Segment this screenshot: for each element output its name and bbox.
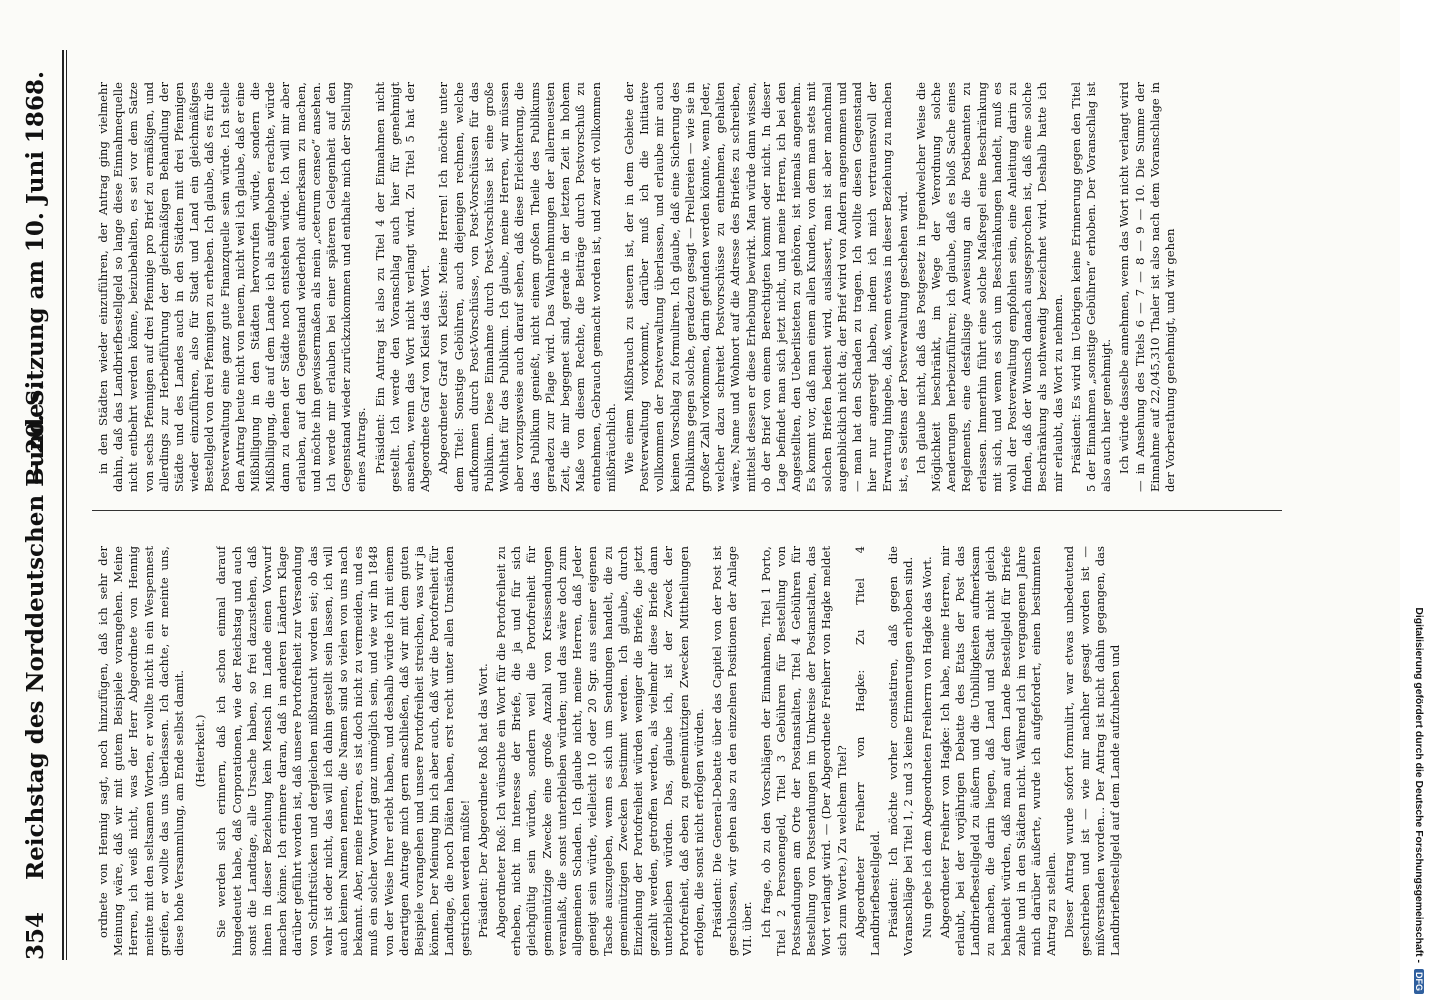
paragraph: in den Städten wieder einzuführen, der Antrag ging vielmehr dahin, daß das Landbriefbestellgeld so lange diese Einnahmequelle nicht entbehrt werden könne, beizubehalten, es sei vor dem Satze von sechs Pfennigen auf drei Pfennige pro Brief zu ermäßigen, und allerdings zur Herbeiführung der gleichmäßigen Behandlung der Städte und des Landes auch in den Städten mit drei Pfennigen wieder einzuführen, also für Stadt und Land ein gleichmäßiges Bestellgeld von drei Pfennigen zu erheben. Ich glaube, daß es für die Postverwaltung eine ganz gute Finanzquelle sein würde. Ich stelle den Antrag heute nicht von neuem, nicht weil ich glaube, daß er eine Mißbilligung in den Städten hervorrufen würde, sondern die Mißbilligung, die auf dem Lande ich als aufgehoben erachte, würde dann zu denen der Städte noch entstehen würde. Ich will mir aber erlauben, auf den Gegenstand wiederholt aufmerksam zu machen, und möchte ihn gewissermaßen als mein „ceterum censeo“ ansehen. Ich werde mir erlauben bei einer späteren Gelegenheit auf den Gegenstand wieder zurückzukommen und enthalte mich der Stellung eines Antrags. — [96, 82, 369, 492]
header-rule-thin — [66, 50, 67, 960]
digitization-credit — [1408, 6, 1424, 994]
column-divider — [92, 510, 1282, 511]
dfg-logo-badge: DFG — [1414, 969, 1424, 994]
paragraph: Abgeordneter Freiherr von Hagke: Zu Titel 4 Landbriefbestellgeld. — [852, 546, 882, 956]
paragraph: Ich würde dasselbe annehmen, wenn das Wort nicht verlangt wird — in Ansehung des Titels 6 — 7 — 8 — 9 — 10. Die Summe der Einnahme auf 22,045,310 Thaler ist also nach dem Voranschlage in der Vorberathung genehmigt, und wir gehen — [1117, 82, 1178, 492]
text-column-left — [96, 546, 1276, 956]
paragraph: Abgeordneter Roß: Ich wünschte ein Wort für die Portofreiheit zu erheben, nicht im Interesse der Briefe, die ja und für sich gleichgültig sein würden, sondern weil die Portofreiheit für gemeinnützige Zwecke eine große Anzahl von Kreissendungen veranlaßt, die sonst unterbleiben würden; und das wäre doch zum allgemeinen Schaden. Ich glaube nicht, meine Herren, daß Jeder geneigt sein würde, vielleicht 10 oder 20 Sgr. aus seiner eigenen Tasche auszugeben, wenn es sich um Sendungen handelt, die zu gemeinnützigen Zwecken bestimmt werden. Ich glaube, durch Einziehung der Portofreiheit würden weniger die Briefe, die jetzt gezahlt werden, getroffen werden, als vielmehr diese Briefe dann unterbleiben würden. Das, glaube ich, ist der Zweck der Portofreiheit, daß eben zu gemeinnützigen Zwecken Mittheilungen erfolgen, die sonst nicht erfolgen würden. — [494, 546, 706, 956]
paragraph: Präsident: Ich möchte vorher constatiren, daß gegen die Voranschläge bei Titel 1, 2 und 3 keine Erinnerungen erhoben sind. — [886, 546, 916, 956]
paragraph: Abgeordneter Graf von Kleist: Meine Herren! Ich möchte unter dem Titel: Sonstige Gebühren, auch diejenigen rechnen, welche aufkommen durch Post-Vorschüsse, von Post-Vorschüssen für das Publikum. Diese Einnahme durch Post-Vorschüsse ist eine große Wohlthat für das Publikum. Ich glaube, meine Herren, wir müssen aber vorzugsweise auch darauf sehen, daß diese Erleichterung, die das Publikum genießt, nicht einem großen Theile des Publikums geradezu zur Plage wird. Das Wahrnehmungen der allerneuesten Zeit, die mir begegnet sind, gerade in der letzten Zeit in hohem Maße von diesem Rechte, die Beiträge durch Postvorschuß zu entnehmen, Gebrauch gemacht worden ist, und zwar oft vollkommen mißbräuchlich. — [436, 82, 618, 492]
paragraph: Präsident: Der Abgeordnete Roß hat das Wort. — [475, 663, 490, 938]
header-title-left: Reichstag des Norddeutschen Bundes. — [22, 382, 49, 880]
paragraph: Abgeordneter Freiherr von Hagke: Ich habe, meine Herren, mir erlaubt, bei der vorjährigen Debatte des Etats der Post das Landbriefbestellgeld zu äußern und die Unbilligkeiten aufmerksam zu machen, die darin liegen, daß Land und Stadt nicht gleich behandelt würden, daß man auf dem Lande Bestellgeld für Briefe zahle und in den Städten nicht. Während ich im vergangenen Jahre mich darüber äußerte, wurde ich aufgefordert, einen bestimmten Antrag zu stellen. — [937, 546, 1059, 956]
paragraph: Sie werden sich erinnern, daß ich schon einmal darauf hingedeutet habe, daß Corporationen, wie der Reichstag und auch sonst die Landtage, alle Ursache haben, so frei dazustehen, daß ihnen in dieser Beziehung kein Mensch im Lande einen Vorwurf machen könne. Ich erinnere daran, daß in anderen Ländern Klage darüber geführt worden ist, daß unsere Portofreiheit zur Versendung von Schriftstücken und dergleichen mißbraucht worden sei; ob das wahr ist oder nicht, das will ich dahin gestellt sein lassen, ich will auch keinen Namen nennen, die Namen sind so vielen von uns nach bekannt. Aber, meine Herren, es ist doch nicht zu vermeiden, und es muß ein solcher Vorwurf ganz unmöglich sein, und wie wir ihn 1848 von der Weise Ihrer erlebt haben, und deshalb würde ich mit einem derartigen Antrage mich gern anschließen, daß wir mit dem guten Beispiele vorangehen und unsere Portofreiheit streichen, was wir ja können. Der Meinung bin ich aber auch, daß wir die Portofreiheit für Landtage, die noch Diäten haben, erst recht unter allen Umständen gestrichen werden müßte! — [214, 546, 472, 956]
paragraph: Ich frage, ob zu den Vorschlägen der Einnahmen, Titel 1 Porto, Titel 2 Personengeld, Titel 3 Gebühren für Bestellung von Postsendungen am Orte der Postanstalten, Titel 4 Gebühren für Bestellung von Postsendungen im Umkreise der Postanstalten, das Wort verlangt wird. — (Der Abgeordnete Freiherr von Hagke meldet sich zum Worte.) Zu welchem Titel? — [758, 546, 849, 956]
header-title-right: — 20. Sitzung am 10. Juni 1868. — [22, 71, 49, 485]
paragraph: Präsident: Es wird im Uebrigen keine Erinnerung gegen den Titel 5 der Einnahmen „sonstige Gebühren“ erhoben. Der Voranschlag ist also auch hier genehmigt. — [1068, 82, 1114, 492]
paragraph: Nun gebe ich dem Abgeordneten Freiherrn von Hagke das Wort. — [919, 556, 934, 938]
paragraph: Ich glaube nicht, daß das Postgesetz in irgendwelcher Weise die Möglichkeit beschränkt, im Wege der Verordnung solche Aenderungen herbeizuführen; ich glaube, daß es bloß Sache eines Reglements, eine desfallsige Anweisung an die Postbeamten zu erlassen. Immerhin führt eine solche Maßregel eine Beschränkung mit sich, und wenn es sich um Beschränkungen handelt, muß es wohl der Postverwaltung empfohlen sein, eine Anleitung darin zu finden, daß der Wunsch danach ausgesprochen ist, daß eine solche Beschränkung als nothwendig bezeichnet wird. Deshalb hatte ich mir erlaubt, das Wort zu nehmen. — [913, 82, 1065, 492]
paragraph: Präsident: Die General-Debatte über das Capitel von der Post ist geschlossen, wir gehen also zu den einzelnen Positionen der Anlage VII. über. — [709, 546, 755, 956]
text-column-right — [96, 82, 1276, 492]
header-rule — [62, 50, 64, 960]
page-header — [22, 60, 56, 960]
interjection-line: (Heiterkeit.) — [193, 714, 208, 788]
paragraph: Präsident: Ein Antrag ist also zu Titel 4 der Einnahmen nicht gestellt. Ich werde den Voranschlag auch hier für genehmigt ansehen, wenn das Wort nicht verlangt wird. Zu Titel 5 hat der Abgeordnete Graf von Kleist das Wort. — [372, 82, 433, 492]
credit-text: Digitalisierung gefördert durch die Deutsche Forschungsgemeinschaft - — [1413, 607, 1424, 963]
paragraph: ordnete von Hennig sagt, noch hinzufügen, daß ich sehr der Meinung wäre, daß wir mit gutem Beispiele vorangehen. Meine Herren, ich weiß nicht, was der Herr Abgeordnete von Hennig meinte mit den seltsamen Worten, er wollte nicht in ein Wespennest greifen, er wollte das uns überlassen. Ich dachte, er meinte uns, diese hohe Versammlung, am Ende selbst damit. — [96, 546, 187, 956]
paragraph: Dieser Antrag wurde sofort formulirt, war etwas unbedeutend geschrieben und ist — wie mir nachher gesagt worden ist — mißverstanden worden... Der Antrag ist nicht dahin gegangen, das Landbriefbestellgeld auf dem Lande aufzuheben und — [1062, 546, 1122, 956]
paragraph: Wie einem Mißbrauch zu steuern ist, der in dem Gebiete der Postverwaltung vorkommt, darüber muß ich die Initiative vollkommen der Postverwaltung überlassen, und erlaube mir auch keinen Vorschlag zu formuliren. Ich glaube, daß eine Sicherung des Publikums gegen solche, geradezu gesagt — Prellereien — wie sie in großer Zahl vorkommen, darin gefunden werden könnte, wenn Jeder, welcher dazu schreitet Postvorschüsse zu entnehmen, gehalten wäre, Name und Wohnort auf die Adresse des Briefes zu schreiben, mittelst dessen er diese Erhebung bewirkt. Man würde dann wissen, ob der Brief von einem Berechtigten kommt oder nicht. In dieser Lage befindet man sich jetzt nicht, und meine Herren, ich bei den Angestellten, den Ueberlisteten zu gehören, ist niemals angenehm. Es kommt vor, daß man einem allen Kunden, von dem man stets mit solchen Briefen bedient wird, auslassert, man ist aber manchmal augenblicklich nicht da; der Brief wird von Andern angenommen und — man hat den Schaden zu tragen. Ich wollte diesen Gegenstand hier nur angeregt haben, indem ich mich vertrauensvoll der Erwartung hingebe, daß, wenn etwas in dieser Beziehung zu machen ist, es Seitens der Postverwaltung geschehen wird. — [621, 82, 910, 492]
page-number: 354 — [22, 911, 49, 960]
